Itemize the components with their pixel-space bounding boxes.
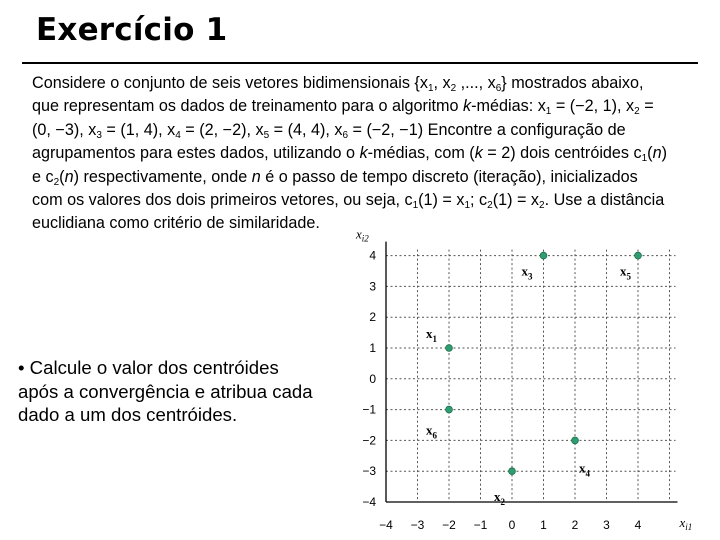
problem-text: ) e c (32, 144, 667, 186)
data-point (509, 468, 516, 475)
y-axis-label-base: x (356, 232, 362, 242)
point-label (522, 264, 534, 282)
subscript: 1 (545, 106, 552, 118)
data-point (635, 252, 642, 259)
x-tick-label: −4 (379, 518, 393, 532)
subscript: 1 (641, 153, 648, 165)
point-label (426, 326, 438, 344)
point-label-base: x (426, 326, 433, 341)
problem-text: é o passo de tempo discreto (iteração), inicializados com os valores dos dois primeiros vetores, ou seja, c (32, 167, 638, 210)
data-point (572, 437, 579, 444)
problem-text: = (1, 4), x (101, 120, 176, 139)
point-label-subscript: 3 (528, 271, 533, 282)
y-tick-label: 1 (369, 341, 376, 355)
data-points (426, 252, 641, 507)
problem-text: . Use a distância euclidiana como critério de similaridade. (32, 191, 665, 233)
problem-text: (1) = x (492, 191, 540, 210)
x-tick-label: 4 (634, 518, 642, 532)
point-label (494, 489, 506, 507)
point-label (426, 423, 438, 441)
point-label-base: x (620, 263, 627, 279)
x-tick-label: 3 (603, 518, 610, 532)
x-tick-label: −2 (442, 518, 456, 532)
y-tick-label: −1 (362, 402, 376, 417)
italic-variable: n (251, 167, 261, 186)
x-axis-label-subscript: i1 (685, 522, 693, 532)
point-label (579, 460, 591, 478)
problem-text: = (−2, −1) Encontre a configuração de agrupamentos para estes dados, utilizando o (32, 120, 626, 163)
point-label-base: x (494, 489, 501, 505)
subscript: 2 (53, 176, 60, 188)
data-point (540, 252, 547, 259)
tick-labels (362, 249, 641, 532)
problem-text: = (2, −2), x (180, 120, 264, 139)
x-tick-label: −3 (410, 518, 425, 532)
problem-text: -médias, com ( (367, 144, 475, 163)
subscript: 3 (96, 129, 102, 141)
point-label-subscript: 1 (432, 334, 437, 344)
y-tick-label: 2 (369, 310, 376, 325)
y-axis-label-subscript: i2 (361, 233, 369, 244)
subscript: 6 (342, 129, 349, 141)
x-tick-label: 0 (508, 518, 516, 532)
italic-variable: k (463, 97, 472, 116)
title-divider (22, 62, 698, 64)
problem-text: = (4, 4), x (269, 120, 343, 139)
problem-text: = (0, −3), x (32, 97, 654, 139)
problem-text: Considere o conjunto de seis vetores bidimensionais {x (32, 74, 428, 92)
plot-grid (386, 250, 676, 505)
subscript: 1 (427, 83, 434, 94)
subscript: 1 (412, 200, 419, 212)
x-tick-label: 1 (540, 518, 547, 532)
y-tick-label: 4 (369, 248, 376, 263)
problem-text: (1) = x (418, 191, 465, 210)
italic-variable: n (64, 167, 74, 186)
point-label (620, 264, 632, 282)
y-tick-label: −3 (362, 464, 376, 479)
italic-variable: k (359, 144, 368, 163)
problem-text: ( (647, 144, 653, 163)
data-point (446, 406, 453, 413)
point-label-subscript: 6 (432, 430, 437, 441)
problem-text: ) respectivamente, onde (73, 167, 252, 186)
problem-text: ( (59, 167, 65, 186)
point-label-subscript: 4 (585, 468, 590, 479)
italic-variable: n (652, 144, 662, 163)
problem-text: = (−2, 1), x (551, 97, 635, 116)
subscript: 6 (495, 83, 502, 94)
point-label-subscript: 2 (500, 497, 505, 508)
data-point (446, 345, 453, 352)
y-tick-label: −4 (362, 495, 376, 509)
problem-text: } mostrados abaixo, que representam os dados de treinamento para o algoritmo (32, 74, 644, 116)
subscript: 2 (487, 200, 493, 212)
x-axis-label (679, 515, 693, 532)
italic-variable: k (474, 144, 483, 163)
y-axis-label (355, 232, 369, 244)
problem-text: ,..., x (456, 74, 496, 92)
point-label-base: x (521, 263, 528, 279)
y-tick-label: −2 (362, 433, 376, 448)
point-label-base: x (426, 422, 433, 438)
subscript: 2 (539, 200, 545, 212)
x-axis-label-base: x (679, 515, 686, 530)
point-label-base: x (579, 460, 586, 476)
point-label-subscript: 5 (626, 271, 631, 282)
problem-text: , x (433, 74, 451, 92)
problem-text: -médias: x (471, 97, 546, 116)
y-tick-label: 3 (369, 279, 376, 294)
subscript: 1 (464, 200, 471, 212)
subscript: 5 (263, 129, 270, 141)
problem-text: = 2) dois centróides c (482, 144, 642, 163)
subscript: 2 (450, 83, 457, 94)
subscript: 4 (175, 129, 181, 141)
x-tick-label: −1 (473, 518, 488, 532)
y-tick-label: 0 (369, 371, 376, 386)
task-bullet: • Calcule o valor dos centróides após a convergência e atribua cada dado a um dos centróides. (18, 357, 313, 425)
x-tick-label: 2 (571, 518, 579, 532)
problem-statement (32, 72, 672, 236)
subscript: 2 (634, 106, 640, 118)
slide-title: Exercício 1 (36, 12, 228, 48)
scatter-plot (340, 232, 720, 540)
problem-text: ; c (470, 191, 488, 210)
